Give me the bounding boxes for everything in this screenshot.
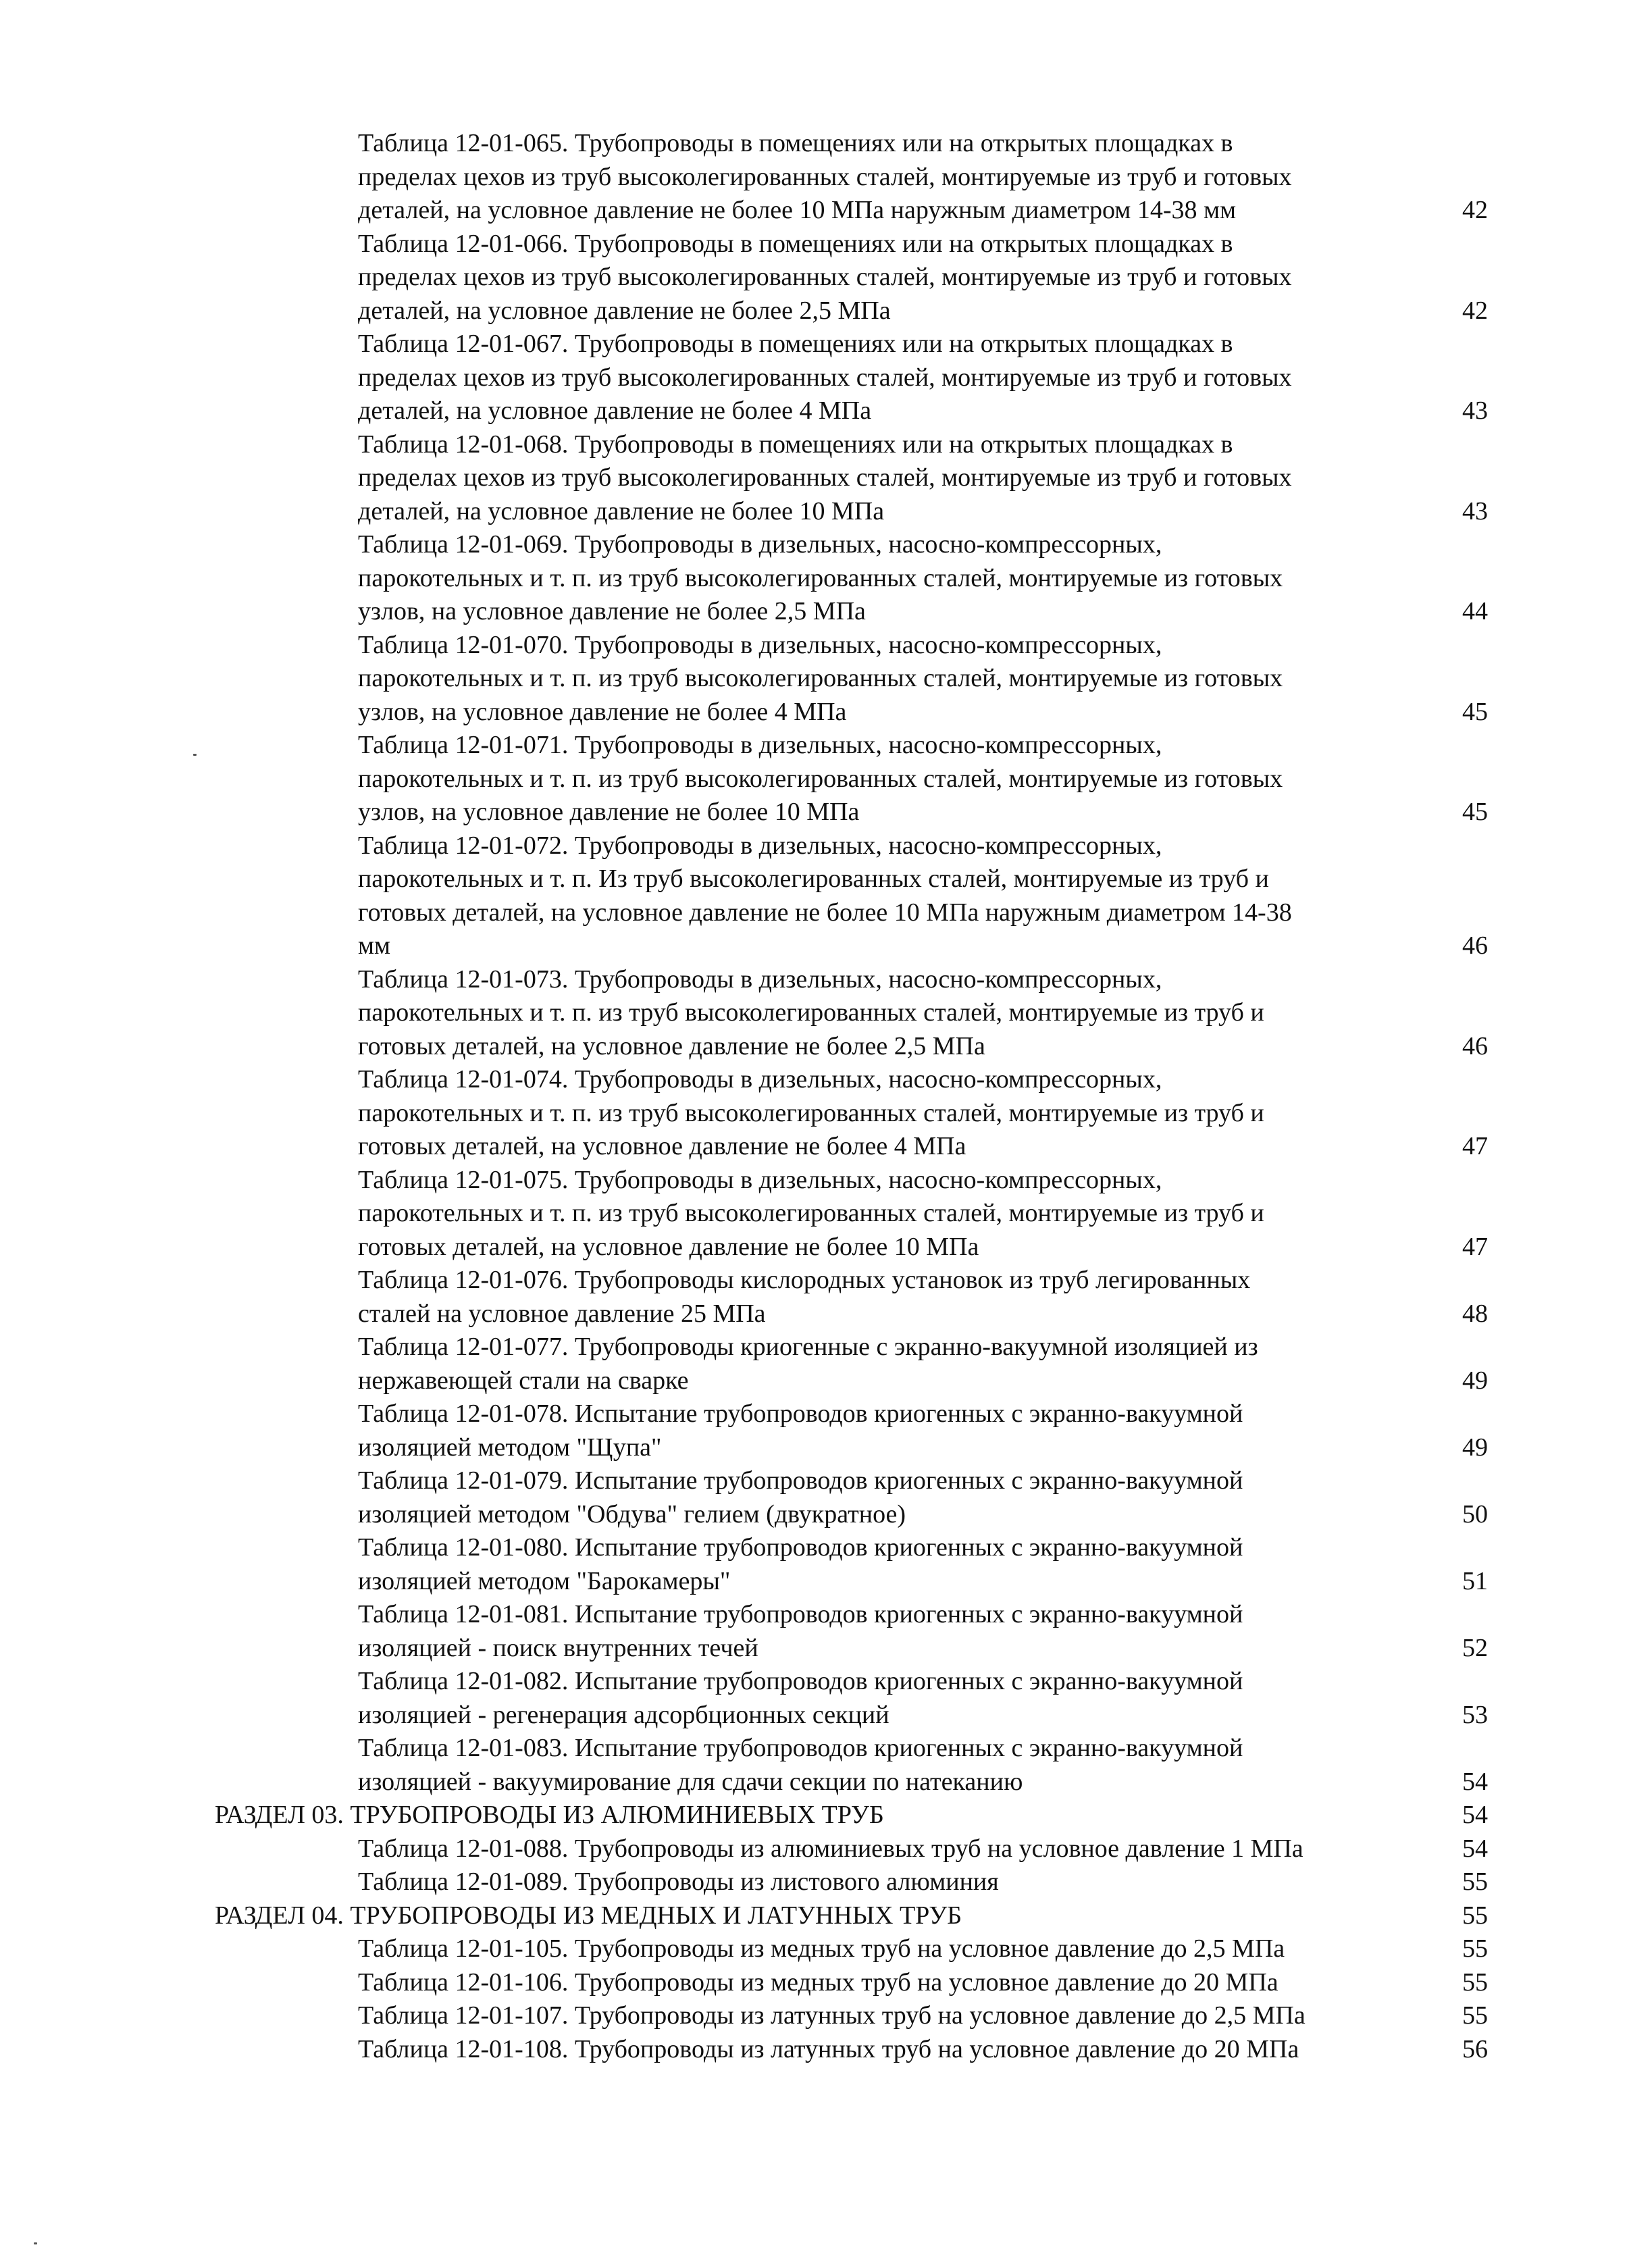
toc-page-number: 48 — [1462, 1299, 1488, 1328]
toc-table-entry — [215, 1966, 1501, 2000]
toc-page-number: 43 — [1462, 496, 1488, 525]
toc-table-entry — [215, 629, 1501, 729]
toc-page-number: 55 — [1462, 1868, 1488, 1896]
toc-entry-title: Таблица 12-01-068. Трубопроводы в помещениях или на открытых площадках в пределах цехов из труб высоколегированных сталей, монтируемые из труб и готовых деталей, на условное давление не более 10 МПа — [358, 430, 1292, 525]
toc-entry-title: Таблица 12-01-073. Трубопроводы в дизельных, насосно-компрессорных, парокотельных и т. п. из труб высоколегированных сталей, монтируемые из труб и готовых деталей, на условное давление не более 2,5 МПа — [358, 965, 1264, 1060]
toc-table-entry — [215, 963, 1501, 1064]
toc-page-number: 55 — [1462, 1934, 1488, 1963]
toc-entry-title: Таблица 12-01-079. Испытание трубопроводов криогенных с экранно-вакуумной изоляцией методом "Обдува" гелием (двукратное) — [358, 1466, 1243, 1528]
toc-entry-title: Таблица 12-01-105. Трубопроводы из медных труб на условное давление до 2,5 МПа — [358, 1934, 1285, 1963]
toc-entry-title: Таблица 12-01-067. Трубопроводы в помещениях или на открытых площадках в пределах цехов из труб высоколегированных сталей, монтируемые из труб и готовых деталей, на условное давление не более 4 МПа — [358, 330, 1292, 425]
toc-entry-title: Таблица 12-01-071. Трубопроводы в дизельных, насосно-компрессорных, парокотельных и т. п. из труб высоколегированных сталей, монтируемые из готовых узлов, на условное давление не более 10 МПа — [358, 731, 1283, 826]
toc-entry-title: Таблица 12-01-080. Испытание трубопроводов криогенных с экранно-вакуумной изоляцией методом "Барокамеры" — [358, 1533, 1243, 1595]
toc-page-number: 47 — [1462, 1132, 1488, 1160]
toc-table-entry — [215, 1832, 1501, 1866]
toc-entry-title: Таблица 12-01-065. Трубопроводы в помещениях или на открытых площадках в пределах цехов из труб высоколегированных сталей, монтируемые из труб и готовых деталей, на условное давление не более 10 МПа наружным диаметром 14-38 мм — [358, 129, 1292, 224]
toc-page-number: 46 — [1462, 931, 1488, 960]
toc-table-entry — [215, 1063, 1501, 1164]
toc-table-entry — [215, 729, 1501, 829]
toc-entry-title: Таблица 12-01-069. Трубопроводы в дизельных, насосно-компрессорных, парокотельных и т. п. из труб высоколегированных сталей, монтируемые из готовых узлов, на условное давление не более 2,5 МПа — [358, 530, 1283, 625]
toc-page-number: 50 — [1462, 1499, 1488, 1528]
toc-table-entry — [215, 428, 1501, 529]
toc-table-entry — [215, 1665, 1501, 1732]
toc-page-number: 54 — [1462, 1834, 1488, 1863]
toc-page-number: 54 — [1462, 1767, 1488, 1796]
toc-page-number: 46 — [1462, 1031, 1488, 1060]
toc-page-number: 51 — [1462, 1566, 1488, 1595]
toc-page-number: 56 — [1462, 2034, 1488, 2063]
toc-page-number: 45 — [1462, 798, 1488, 826]
toc-page-number: 44 — [1462, 597, 1488, 625]
toc-entry-title: Таблица 12-01-075. Трубопроводы в дизельных, насосно-компрессорных, парокотельных и т. п. из труб высоколегированных сталей, монтируемые из труб и готовых деталей, на условное давление не более 10 МПа — [358, 1165, 1264, 1261]
toc-entry-title: Таблица 12-01-066. Трубопроводы в помещениях или на открытых площадках в пределах цехов из труб высоколегированных сталей, монтируемые из труб и готовых деталей, на условное давление не более 2,5 МПа — [358, 229, 1292, 325]
toc-table-entry — [215, 1264, 1501, 1331]
toc-page-number: 54 — [1462, 1801, 1488, 1829]
toc-page-number: 49 — [1462, 1433, 1488, 1462]
toc-entry-title: Таблица 12-01-072. Трубопроводы в дизельных, насосно-компрессорных, парокотельных и т. п. Из труб высоколегированных сталей, монтируемые из труб и готовых деталей, на условное давление не более 10 МПа наружным диаметром 14-38 мм — [358, 831, 1292, 960]
toc-page-number: 47 — [1462, 1232, 1488, 1261]
toc-entry-title: Таблица 12-01-107. Трубопроводы из латунных труб на условное давление до 2,5 МПа — [358, 2001, 1306, 2030]
toc-table-entry — [215, 1932, 1501, 1966]
toc-entry-title: Таблица 12-01-078. Испытание трубопроводов криогенных с экранно-вакуумной изоляцией методом "Щупа" — [358, 1399, 1243, 1462]
toc-table-entry — [215, 1331, 1501, 1397]
scan-speck — [193, 754, 197, 756]
toc-page-number: 42 — [1462, 296, 1488, 325]
toc-section-entry — [215, 1899, 1501, 1933]
toc-page-number: 53 — [1462, 1700, 1488, 1729]
toc-table-entry — [215, 1866, 1501, 1899]
toc-entry-title: Таблица 12-01-077. Трубопроводы криогенные с экранно-вакуумной изоляцией из нержавеющей стали на сварке — [358, 1333, 1258, 1395]
toc-page-number: 42 — [1462, 196, 1488, 224]
toc-table-entry — [215, 1999, 1501, 2033]
scan-speck — [34, 2242, 37, 2244]
toc-entry-title: Таблица 12-01-076. Трубопроводы кислородных установок из труб легированных сталей на условное давление 25 МПа — [358, 1266, 1251, 1328]
toc-table-entry — [215, 1164, 1501, 1264]
toc-page-number: 55 — [1462, 2001, 1488, 2030]
toc-section-entry — [215, 1799, 1501, 1832]
toc-entry-title: Таблица 12-01-083. Испытание трубопроводов криогенных с экранно-вакуумной изоляцией - вакуумирование для сдачи секции по натеканию — [358, 1734, 1243, 1796]
toc-entry-title: Таблица 12-01-088. Трубопроводы из алюминиевых труб на условное давление 1 МПа — [358, 1834, 1303, 1863]
toc-entry-title: Таблица 12-01-089. Трубопроводы из листового алюминия — [358, 1868, 999, 1896]
toc-entry-title: Таблица 12-01-108. Трубопроводы из латунных труб на условное давление до 20 МПа — [358, 2034, 1299, 2063]
toc-entry-title: Таблица 12-01-081. Испытание трубопроводов криогенных с экранно-вакуумной изоляцией - поиск внутренних течей — [358, 1600, 1243, 1662]
toc-entry-title: Таблица 12-01-106. Трубопроводы из медных труб на условное давление до 20 МПа — [358, 1968, 1279, 1997]
toc-entry-title: Таблица 12-01-074. Трубопроводы в дизельных, насосно-компрессорных, парокотельных и т. п. из труб высоколегированных сталей, монтируемые из труб и готовых деталей, на условное давление не более 4 МПа — [358, 1065, 1264, 1160]
toc-page-number: 45 — [1462, 697, 1488, 726]
toc-table-entry — [215, 1531, 1501, 1598]
toc-table-entry — [215, 1397, 1501, 1464]
toc-table-entry — [215, 1732, 1501, 1799]
toc-entry-title: Таблица 12-01-070. Трубопроводы в дизельных, насосно-компрессорных, парокотельных и т. п. из труб высоколегированных сталей, монтируемые из готовых узлов, на условное давление не более 4 МПа — [358, 630, 1283, 726]
toc-entry-title: Таблица 12-01-082. Испытание трубопроводов криогенных с экранно-вакуумной изоляцией - регенерация адсорбционных секций — [358, 1667, 1243, 1729]
toc-table-entry — [215, 1598, 1501, 1665]
toc-page-number: 55 — [1462, 1901, 1488, 1930]
toc-table-entry — [215, 328, 1501, 428]
table-of-contents — [215, 127, 1501, 2066]
toc-table-entry — [215, 2033, 1501, 2067]
toc-table-entry — [215, 1464, 1501, 1531]
toc-page-number: 52 — [1462, 1633, 1488, 1662]
toc-page-number: 43 — [1462, 396, 1488, 425]
toc-table-entry — [215, 829, 1501, 963]
toc-table-entry — [215, 127, 1501, 228]
toc-page-number: 49 — [1462, 1366, 1488, 1395]
toc-entry-title: РАЗДЕЛ 04. ТРУБОПРОВОДЫ ИЗ МЕДНЫХ И ЛАТУННЫХ ТРУБ — [215, 1901, 962, 1930]
toc-table-entry — [215, 528, 1501, 629]
toc-page-number: 55 — [1462, 1968, 1488, 1997]
toc-table-entry — [215, 228, 1501, 328]
toc-entry-title: РАЗДЕЛ 03. ТРУБОПРОВОДЫ ИЗ АЛЮМИНИЕВЫХ ТРУБ — [215, 1801, 884, 1829]
